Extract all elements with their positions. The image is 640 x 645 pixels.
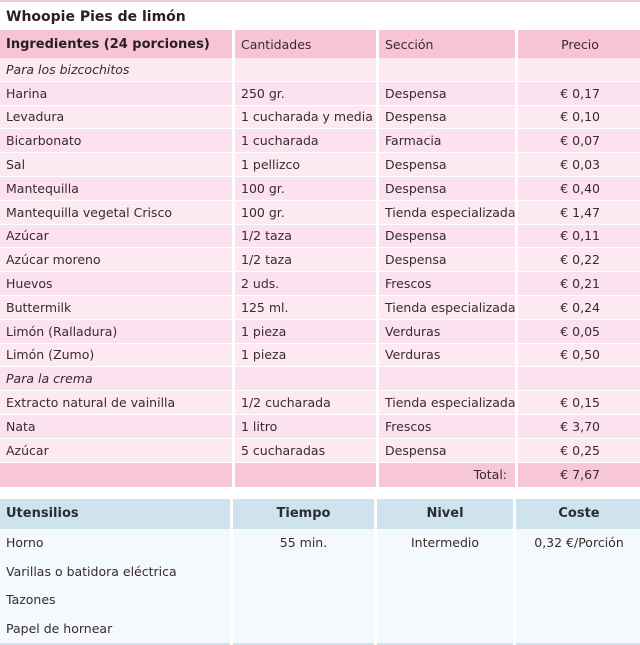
header-price: Precio [518, 30, 640, 58]
ingredient-name: Extracto natural de vainilla [0, 391, 232, 415]
ingredient-section: Frescos [379, 272, 515, 296]
utensil-item: Horno [0, 529, 230, 558]
ingredient-price: € 0,25 [518, 439, 640, 463]
ingredient-name: Azúcar [0, 225, 232, 249]
ingredient-section: Despensa [379, 439, 515, 463]
ingredient-section: Tienda especializada [379, 201, 515, 225]
utensils-header-row [0, 499, 640, 529]
ingredient-price: € 0,50 [518, 344, 640, 368]
utensil-row [0, 557, 640, 586]
ingredient-quantity: 1 pieza [235, 320, 376, 344]
ingredients-header-row [0, 30, 640, 58]
ingredient-section: Tienda especializada [379, 391, 515, 415]
header-quantities: Cantidades [235, 30, 376, 58]
ingredient-quantity: 1/2 cucharada [235, 391, 376, 415]
header-ingredients: Ingredientes (24 porciones) [0, 30, 232, 58]
ingredient-name: Buttermilk [0, 296, 232, 320]
ingredient-name: Sal [0, 153, 232, 177]
ingredient-price: € 0,24 [518, 296, 640, 320]
utensil-row [0, 614, 640, 645]
ingredient-price: € 3,70 [518, 415, 640, 439]
header-time: Tiempo [233, 499, 374, 529]
total-label: Total: [379, 463, 515, 487]
ingredients-table [0, 30, 640, 487]
utensil-item: Varillas o batidora eléctrica [0, 557, 230, 586]
header-level: Nivel [377, 499, 513, 529]
ingredient-section: Despensa [379, 248, 515, 272]
ingredient-section: Despensa [379, 82, 515, 106]
ingredient-row [0, 272, 640, 296]
ingredient-price: € 0,22 [518, 248, 640, 272]
ingredient-quantity: 100 gr. [235, 177, 376, 201]
header-cost: Coste [516, 499, 640, 529]
ingredient-price: € 0,21 [518, 272, 640, 296]
ingredient-name: Limón (Zumo) [0, 344, 232, 368]
ingredient-name: Azúcar moreno [0, 248, 232, 272]
ingredient-row [0, 201, 640, 225]
section-label: Para la crema [0, 367, 232, 391]
total-row [0, 463, 640, 487]
ingredient-row [0, 320, 640, 344]
ingredient-quantity: 1/2 taza [235, 225, 376, 249]
ingredient-quantity: 125 ml. [235, 296, 376, 320]
ingredient-section: Tienda especializada [379, 296, 515, 320]
ingredient-section: Farmacia [379, 129, 515, 153]
ingredient-quantity: 1 cucharada y media [235, 106, 376, 130]
ingredient-quantity: 250 gr. [235, 82, 376, 106]
ingredient-price: € 0,03 [518, 153, 640, 177]
ingredient-row [0, 177, 640, 201]
ingredient-quantity: 1 pieza [235, 344, 376, 368]
ingredient-quantity: 2 uds. [235, 272, 376, 296]
ingredient-name: Harina [0, 82, 232, 106]
utensil-row [0, 529, 640, 558]
ingredient-section: Verduras [379, 344, 515, 368]
ingredient-section: Despensa [379, 106, 515, 130]
ingredient-row [0, 415, 640, 439]
ingredient-quantity: 1/2 taza [235, 248, 376, 272]
ingredient-row [0, 82, 640, 106]
ingredient-quantity: 1 cucharada [235, 129, 376, 153]
utensil-item: Tazones [0, 586, 230, 615]
utensils-table [0, 499, 640, 645]
ingredient-row [0, 225, 640, 249]
header-section: Sección [379, 30, 515, 58]
ingredient-row [0, 129, 640, 153]
level-value: Intermedio [377, 529, 513, 558]
ingredient-price: € 0,17 [518, 82, 640, 106]
ingredient-row [0, 153, 640, 177]
utensil-item: Papel de hornear [0, 614, 230, 645]
ingredient-price: € 0,40 [518, 177, 640, 201]
ingredient-name: Huevos [0, 272, 232, 296]
ingredient-quantity: 100 gr. [235, 201, 376, 225]
ingredient-price: € 0,05 [518, 320, 640, 344]
ingredient-price: € 1,47 [518, 201, 640, 225]
section-row-crema [0, 367, 640, 391]
ingredient-section: Verduras [379, 320, 515, 344]
ingredient-price: € 0,15 [518, 391, 640, 415]
ingredient-section: Despensa [379, 225, 515, 249]
ingredient-name: Mantequilla vegetal Crisco [0, 201, 232, 225]
ingredient-row [0, 391, 640, 415]
total-value: € 7,67 [518, 463, 640, 487]
ingredient-section: Frescos [379, 415, 515, 439]
ingredient-price: € 0,10 [518, 106, 640, 130]
ingredient-name: Limón (Ralladura) [0, 320, 232, 344]
ingredient-row [0, 106, 640, 130]
ingredient-name: Mantequilla [0, 177, 232, 201]
section-row-bizcochitos [0, 58, 640, 82]
ingredient-quantity: 5 cucharadas [235, 439, 376, 463]
header-utensils: Utensilios [0, 499, 230, 529]
utensil-row [0, 586, 640, 615]
ingredient-row [0, 296, 640, 320]
cost-value: 0,32 €/Porción [516, 529, 640, 558]
ingredient-name: Bicarbonato [0, 129, 232, 153]
ingredient-name: Nata [0, 415, 232, 439]
section-label: Para los bizcochitos [0, 58, 232, 82]
ingredient-name: Azúcar [0, 439, 232, 463]
ingredient-price: € 0,11 [518, 225, 640, 249]
ingredient-quantity: 1 litro [235, 415, 376, 439]
ingredient-name: Levadura [0, 106, 232, 130]
ingredient-price: € 0,07 [518, 129, 640, 153]
ingredient-section: Despensa [379, 177, 515, 201]
time-value: 55 min. [233, 529, 374, 558]
recipe-title: Whoopie Pies de limón [0, 0, 640, 30]
ingredient-row [0, 344, 640, 368]
ingredient-quantity: 1 pellizco [235, 153, 376, 177]
ingredient-row [0, 439, 640, 463]
ingredient-row [0, 248, 640, 272]
ingredient-section: Despensa [379, 153, 515, 177]
